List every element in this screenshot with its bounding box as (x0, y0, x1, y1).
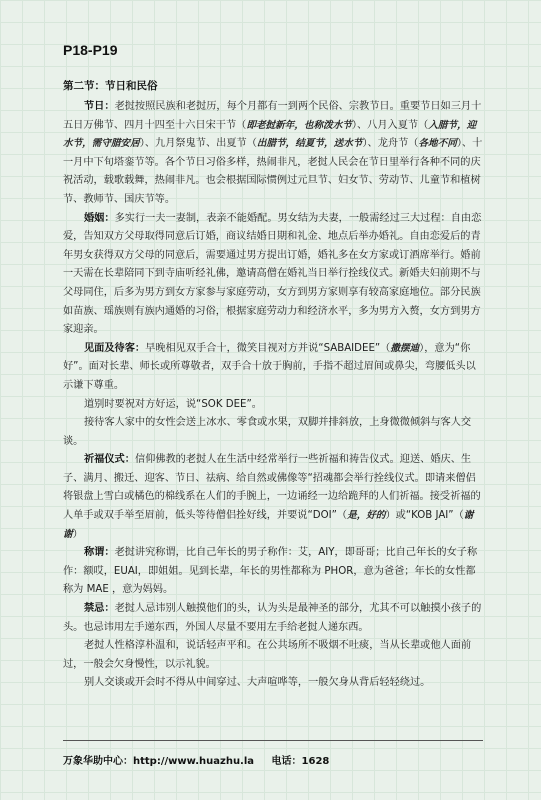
emphasis-note: 出腊节，结夏节，送水节 (256, 138, 363, 150)
paragraph-text: 接待客人家中的女性会送上冰水、零食或水果，双脚并排斜放，上身微微倾斜与客人交谈。 (63, 417, 472, 447)
paragraph-text: ）或“KOB JAI”（ (385, 510, 464, 522)
paragraph-heading: 称谓： (84, 547, 115, 559)
paragraph (63, 98, 483, 210)
paragraph-text: 早晚相见双手合十，微笑目视对方并说“SABAIDEE”（ (145, 342, 391, 354)
paragraph-text: 别人交谈或开会时不得从中间穿过、大声喧哗等，一般欠身从背后轻轻绕过。 (84, 677, 431, 689)
section-title: 第二节：节日和民俗 (63, 80, 158, 92)
paragraph-heading: 禁忌： (84, 603, 115, 615)
paragraph-heading: 节日： (84, 101, 115, 112)
paragraph-text: ）、十一月中下旬塔銮节等。各个节日习俗多样，热闹非凡，老挝人民会在节日里举行各种不同的庆祝活动，载歌载舞，热闹非凡。也会根据国际惯例过元旦节、妇女节、劳动节、儿童节和植树节、教师节、国庆节等。 (63, 138, 483, 205)
paragraph-heading: 婚姻： (84, 212, 115, 224)
paragraph-text: 老挝人忌讳别人触摸他们的头，认为头是最神圣的部分，尤其不可以触摸小孩子的头。也忌讳用左手递东西，外国人尽量不要用左手给老挝人递东西。 (63, 603, 482, 633)
emphasis-note: 各地不同 (418, 138, 457, 150)
paragraph-heading: 祈福仪式： (84, 454, 135, 466)
emphasis-note: 入腊节，迎水节，需守腊安居 (63, 119, 477, 150)
paragraph-text: 老挝讲究称谓，比自己年长的男子称作：艾，AIY，即哥哥；比自己年长的女子称作：额哎，EUAI，即姐姐。见到长辈，年长的男性都称为 PHOR，意为爸爸；年长的女性都称为 MAE ，意为妈妈。 (63, 547, 478, 596)
paragraph-text: 道别时要祝对方好运，说“SOK DEE”。 (84, 398, 262, 410)
body-text (63, 98, 483, 693)
paragraph-text: 老挝按照民族和老挝历，每个月都有一到两个民俗、宗教节日。重要节日如三月十五日万佛节、四月十四至十六日宋干节（ (63, 101, 482, 131)
paragraph (63, 451, 483, 544)
emphasis-note: 即老挝新年，也称泼水节 (246, 119, 352, 131)
paragraph-text: ），意为“你好”。面对长辈、师长或所尊敬者，双手合十放于胸前，手指不超过眉间或鼻尖，弯腰低头以示谦下尊重。 (63, 342, 476, 391)
paragraph (63, 544, 483, 600)
paragraph-text: 多实行一夫一妻制，表亲不能婚配。男女结为夫妻，一般需经过三大过程：自由恋爱，告知双方父母取得同意后订婚，商议结婚日期和礼金、地点后举办婚礼。自由恋爱后的青年男女获得双方父母的同意后，需要通过男方提出订婚，婚礼多在女方家或订酒席举行。婚前一天需在长辈陪同下到寺庙听经礼佛，邀请高僧在婚礼当日举行拴线仪式。新婚夫妇前期不与父母同住，后多为男方到女方家参与家庭劳动，女方到男方家则享有较高家庭地位。部分民族如苗族、瑶族则有族内通婚的习俗，根据家庭劳动力和经济水平，多为男方入赘，女方到男方家迎亲。 (63, 212, 482, 336)
footer (63, 752, 343, 767)
paragraph-text: 信仰佛教的老挝人在生活中经常举行一些祈福和祷告仪式。迎送、婚庆、生子、满月、搬迁、迎客、节日、祛病、给自然或佛像等“招魂都会举行拴线仪式。即请来僧侣将银盘上雪白或橘色的棉线系在人们的手腕上，一边诵经一边给跪拜的人们祈福。接受祈福的人单手或双手举至眉前，低头等待僧侣拴好线，并要说“DOI”（ (63, 454, 481, 522)
paragraph-heading: 见面及待客： (84, 342, 146, 354)
paragraph-text: ）、九月祭鬼节、出夏节（ (139, 138, 257, 150)
paragraph-text: ）、龙舟节（ (362, 138, 419, 150)
emphasis-note: 谢谢 (63, 510, 474, 540)
footer-divider (63, 740, 483, 741)
paragraph (63, 414, 483, 451)
footer-phone: 电话：1628 (271, 756, 330, 767)
paragraph-text: ）、八月入夏节（ (351, 119, 429, 131)
paragraph (63, 600, 483, 637)
footer-website-link[interactable]: 万象华助中心：http://www.huazhu.la (63, 756, 255, 767)
paragraph (63, 637, 483, 674)
emphasis-note: 撒摆迪 (390, 342, 420, 354)
paragraph (63, 674, 483, 693)
emphasis-note: 是，好的 (347, 510, 386, 522)
page-range-label: P18-P19 (63, 42, 118, 58)
paragraph (63, 340, 483, 396)
paragraph-text: ） (72, 528, 83, 540)
paragraph (63, 210, 483, 340)
paragraph (63, 396, 483, 415)
paragraph-text: 老挝人性格淳朴温和，说话轻声平和。在公共场所不吸烟不吐痰，当从长辈或他人面前过，一般会欠身慢性，以示礼貌。 (63, 640, 472, 670)
